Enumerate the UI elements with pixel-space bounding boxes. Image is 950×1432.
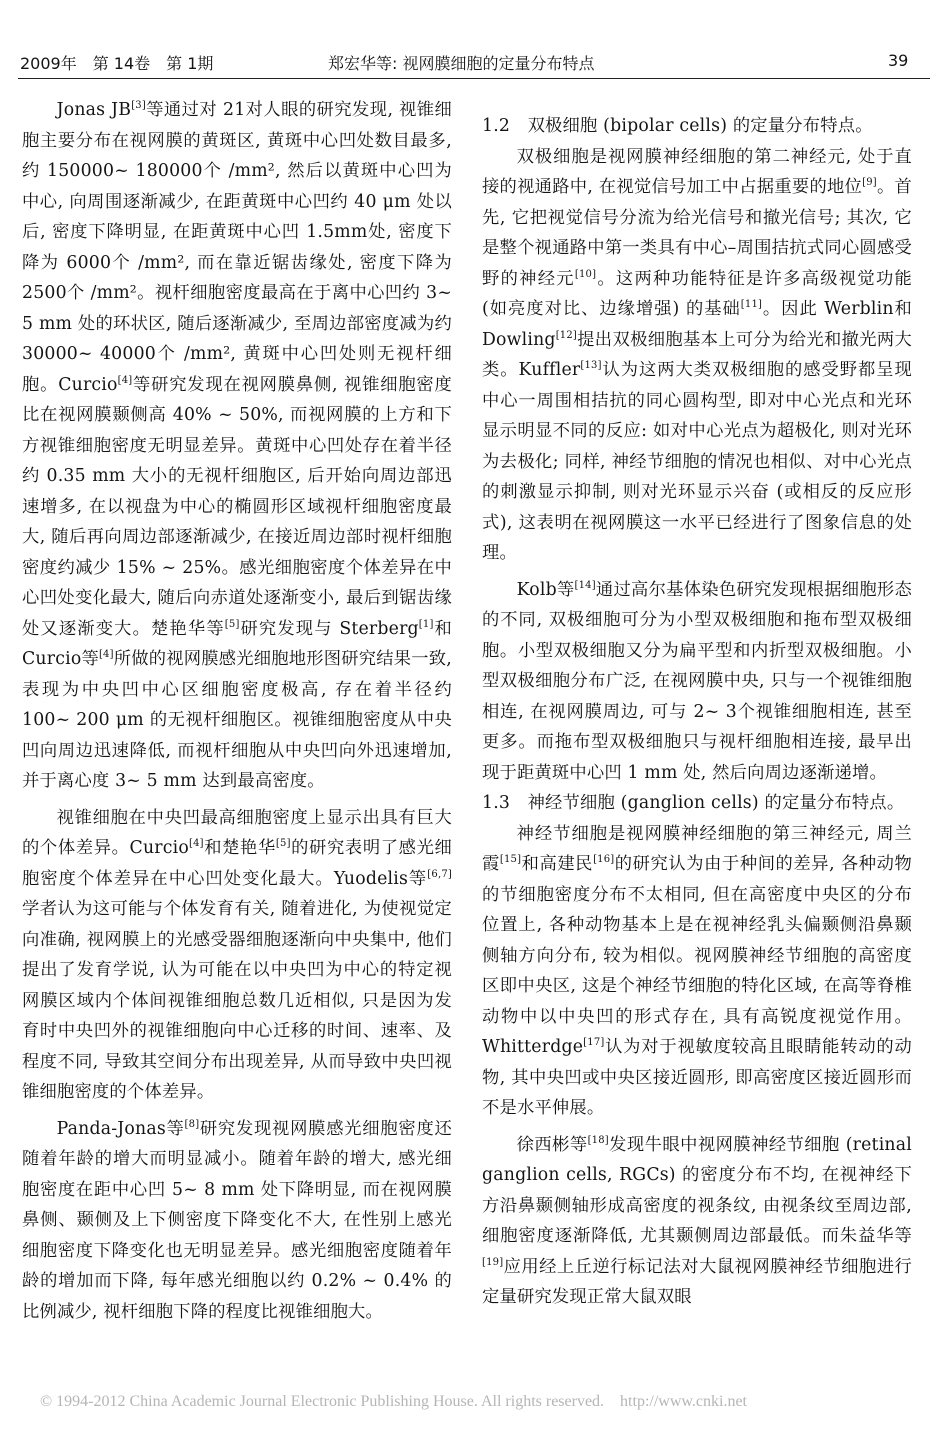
header-rule: [18, 78, 930, 79]
right-column: [482, 95, 912, 1313]
journal-issue: 2009年 第 14卷 第 1期: [20, 54, 214, 73]
paragraph-age-effect: Panda-Jonas等[8]研究发现视网膜感光细胞密度还随着年龄的增大而明显减小。随着年龄的增大, 感光细胞密度在距中心凹 5~ 8 mm 处下降明显, 而在视网膜鼻侧、颞侧及上下侧密度下降变化不大, 在性别上感光细胞密度下降变化也无明显差异。感光细胞密度随着年龄的增加而下降, 每年感光细胞以约 0.2% ~ 0.4% 的比例减少, 视杆细胞下降的程度比视锥细胞大。: [22, 1118, 452, 1322]
copyright-watermark: © 1994-2012 China Academic Journal Electronic Publishing House. All rights reserved. http://www.cnki.net: [40, 1393, 747, 1410]
left-column: [22, 95, 452, 1327]
section-heading-1-2: 1.2 双极细胞 (bipolar cells) 的定量分布特点。: [482, 116, 873, 136]
paragraph-cone-rod-density: Jonas JB[3]等通过对 21对人眼的研究发现, 视锥细胞主要分布在视网膜的黄斑区, 黄斑中心凹处数目最多, 约 150000~ 180000个 /mm², 然后以黄斑中心凹为中心, 向周围逐渐减少, 在距黄斑中心凹约 40 μm 处以后, 密度下降明显, 在距黄斑中心凹 1.5mm处, 密度下降为 6000个 /mm², 而在靠近锯齿缘处, 密度下降为 2500个 /mm²。视杆细胞密度最高在于离中心凹约 3~ 5 mm 处的环状区, 随后逐渐减少, 至周边部密度减为约 30000~ 40000个 /mm², 黄斑中心凹处则无视杆细胞。Curcio[4]等研究发现在视网膜鼻侧, 视锥细胞密度比在视网膜颞侧高 40% ~ 50%, 而视网膜的上方和下方视锥细胞密度无明显差异。黄斑中心凹处存在着半径约 0.35 mm 大小的无视杆细胞区, 后开始向周边部迅速增多, 在以视盘为中心的椭圆形区域视杆细胞密度最大, 随后再向周边部逐渐减少, 在接近周边部时视杆细胞密度约减少 15% ~ 25%。感光细胞密度个体差异在中心凹处变化最大, 随后向赤道处逐渐变小, 最后到锯齿缘处又逐渐变大。楚艳华等[5]研究发现与 Sterberg[1]和 Curcio等[4]所做的视网膜感光细胞地形图研究结果一致, 表现为中央凹中心区细胞密度极高, 存在着半径约 100~ 200 μm 的无视杆细胞区。视锥细胞密度从中央凹向周边迅速降低, 而视杆细胞从中央凹向外迅速增加, 并于离心度 3~ 5 mm 达到最高密度。: [22, 100, 452, 791]
running-title: 郑宏华等: 视网膜细胞的定量分布特点: [328, 54, 595, 73]
paragraph-bipolar-types: Kolb等[14]通过高尔基体染色研究发现根据细胞形态的不同, 双极细胞可分为小型双极细胞和拖布型双极细胞。小型双极细胞又分为扁平型和内折型双极细胞。小型双极细胞分布广泛, 在视网膜中央, 只与一个视锥细胞相连, 在视网膜周边, 可与 2~ 3个视锥细胞相连, 甚至更多。而拖布型双极细胞只与视杆细胞相连接, 最早出现于距黄斑中心凹 1 mm 处, 然后向周边逐渐递增。: [482, 579, 912, 783]
paragraph-rgc-density: 徐西彬等[18]发现牛眼中视网膜神经节细胞 (retinal ganglion cells, RGCs) 的密度分布不均, 在视神经下方沿鼻颞侧轴形成高密度的视条纹, 由视条纹至周边部, 细胞密度逐渐降低, 尤其颞侧周边部最低。而朱益华等[19]应用经上丘逆行标记法对大鼠视网膜神经节细胞进行定量研究发现正常大鼠双眼: [482, 1134, 912, 1307]
page-header: [0, 0, 950, 73]
paragraph-individual-difference: 视锥细胞在中央凹最高细胞密度上显示出具有巨大的个体差异。Curcio[4]和楚艳华[5]的研究表明了感光细胞密度个体差异在中心凹处变化最大。Yuodelis等[6,7]学者认为这可能与个体发育有关, 随着进化, 为使视觉定向准确, 视网膜上的光感受器细胞逐渐向中央集中, 他们提出了发育学说, 认为可能在以中央凹为中心的特定视网膜区域内个体间视锥细胞总数几近相似, 只是因为发育时中央凹外的视锥细胞向中心迁移的时间、速率、及程度不同, 导致其空间分布出现差异, 从而导致中央凹视锥细胞密度的个体差异。: [22, 807, 452, 1102]
paragraph-bipolar-function: 双极细胞是视网膜神经细胞的第二神经元, 处于直接的视通路中, 在视觉信号加工中占据重要的地位[9]。首先, 它把视觉信号分流为给光信号和撤光信号; 其次, 它是整个视通路中第一类具有中心–周围拮抗式同心圆感受野的神经元[10]。这两种功能特征是许多高级视觉功能 (如亮度对比、边缘增强) 的基础[11]。因此 Werblin和 Dowling[12]提出双极细胞基本上可分为给光和撤光两大类。Kuffler[13]认为这两大类双极细胞的感受野都呈现中心一周围相拮抗的同心圆构型, 即对中心光点和光环显示明显不同的反应: 如对中心光点为超极化, 则对光环为去极化; 同样, 神经节细胞的情况也相似、对中心光点的刺激显示抑制, 则对光环显示兴奋 (或相反的反应形式), 这表明在视网膜这一水平已经进行了图象信息的处理。: [482, 146, 913, 563]
page-number: 39: [888, 51, 909, 70]
paragraph-ganglion-distribution: 神经节细胞是视网膜神经细胞的第三神经元, 周兰霞[15]和高建民[16]的研究认为由于种间的差异, 各种动物的节细胞密度分布不太相同, 但在高密度中央区的分布位置上, 各种动物基本上是在视神经乳头偏颞侧沿鼻颞侧轴方向分布, 较为相似。视网膜神经节细胞的高密度区即中央区, 这是个神经节细胞的特化区域, 在高等脊椎动物中以中央凹的形式存在, 具有高锐度视觉作用。Whitterdge[17]认为对于视敏度较高且眼睛能转动的动物, 其中央凹或中央区接近圆形, 即高密度区接近圆形而不是水平伸展。: [482, 823, 913, 1118]
section-heading-1-3: 1.3 神经节细胞 (ganglion cells) 的定量分布特点。: [482, 793, 905, 813]
